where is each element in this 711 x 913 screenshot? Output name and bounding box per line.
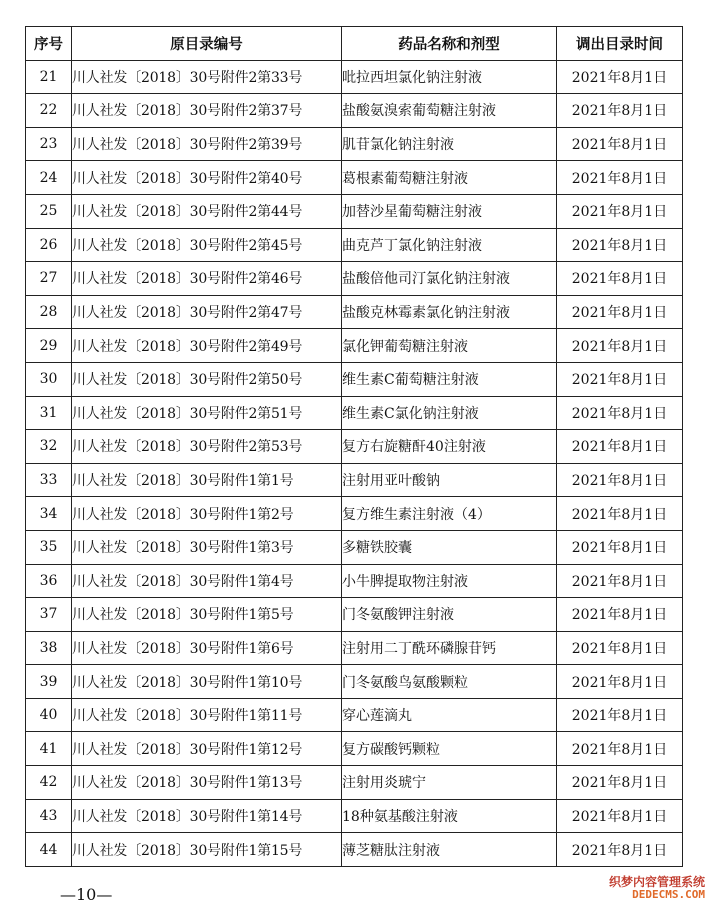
catalog-code-cell: 川人社发〔2018〕30号附件2第37号 [72, 94, 342, 128]
catalog-code-cell: 川人社发〔2018〕30号附件1第2号 [72, 497, 342, 531]
table-row [26, 463, 683, 497]
catalog-code-cell: 川人社发〔2018〕30号附件1第14号 [72, 799, 342, 833]
removal-date-cell: 2021年8月1日 [557, 665, 683, 699]
removal-date-cell: 2021年8月1日 [557, 564, 683, 598]
serial-cell: 30 [26, 362, 72, 396]
table-row [26, 631, 683, 665]
serial-cell: 41 [26, 732, 72, 766]
catalog-code-cell: 川人社发〔2018〕30号附件1第1号 [72, 463, 342, 497]
watermark-line1: 织梦内容管理系统 [608, 875, 705, 889]
drug-name-cell: 注射用炎琥宁 [342, 766, 557, 800]
table-row [26, 127, 683, 161]
serial-cell: 39 [26, 665, 72, 699]
removal-date-cell: 2021年8月1日 [557, 698, 683, 732]
drug-name-cell: 盐酸克林霉素氯化钠注射液 [342, 295, 557, 329]
catalog-code-cell: 川人社发〔2018〕30号附件2第44号 [72, 194, 342, 228]
removal-date-cell: 2021年8月1日 [557, 60, 683, 94]
table-row [26, 430, 683, 464]
drug-name-cell: 注射用亚叶酸钠 [342, 463, 557, 497]
table-row [26, 598, 683, 632]
drug-name-cell: 氯化钾葡萄糖注射液 [342, 329, 557, 363]
drug-name-cell: 复方碳酸钙颗粒 [342, 732, 557, 766]
catalog-code-cell: 川人社发〔2018〕30号附件2第33号 [72, 60, 342, 94]
serial-cell: 25 [26, 194, 72, 228]
table-row [26, 295, 683, 329]
serial-cell: 27 [26, 262, 72, 296]
table-row [26, 228, 683, 262]
catalog-code-cell: 川人社发〔2018〕30号附件1第4号 [72, 564, 342, 598]
table-row [26, 362, 683, 396]
catalog-code-cell: 川人社发〔2018〕30号附件1第6号 [72, 631, 342, 665]
serial-cell: 37 [26, 598, 72, 632]
catalog-code-cell: 川人社发〔2018〕30号附件1第3号 [72, 530, 342, 564]
table-header-row [26, 27, 683, 61]
drug-name-cell: 维生素C葡萄糖注射液 [342, 362, 557, 396]
catalog-code-cell: 川人社发〔2018〕30号附件2第39号 [72, 127, 342, 161]
removal-date-cell: 2021年8月1日 [557, 766, 683, 800]
table-row [26, 60, 683, 94]
serial-cell: 35 [26, 530, 72, 564]
removal-date-cell: 2021年8月1日 [557, 362, 683, 396]
catalog-code-cell: 川人社发〔2018〕30号附件1第12号 [72, 732, 342, 766]
removal-date-cell: 2021年8月1日 [557, 463, 683, 497]
table-row [26, 799, 683, 833]
serial-cell: 28 [26, 295, 72, 329]
drug-name-cell: 维生素C氯化钠注射液 [342, 396, 557, 430]
removal-date-cell: 2021年8月1日 [557, 161, 683, 195]
drug-name-cell: 注射用二丁酰环磷腺苷钙 [342, 631, 557, 665]
serial-cell: 22 [26, 94, 72, 128]
catalog-code-cell: 川人社发〔2018〕30号附件1第13号 [72, 766, 342, 800]
table-row [26, 564, 683, 598]
table-row [26, 161, 683, 195]
removal-date-cell: 2021年8月1日 [557, 598, 683, 632]
serial-cell: 40 [26, 698, 72, 732]
serial-cell: 31 [26, 396, 72, 430]
drug-name-cell: 18种氨基酸注射液 [342, 799, 557, 833]
catalog-code-cell: 川人社发〔2018〕30号附件1第15号 [72, 833, 342, 867]
drug-name-cell: 小牛脾提取物注射液 [342, 564, 557, 598]
serial-cell: 29 [26, 329, 72, 363]
table-row [26, 833, 683, 867]
drug-removal-table [25, 26, 683, 867]
drug-name-cell: 门冬氨酸钾注射液 [342, 598, 557, 632]
drug-name-cell: 门冬氨酸鸟氨酸颗粒 [342, 665, 557, 699]
removal-date-cell: 2021年8月1日 [557, 228, 683, 262]
serial-cell: 36 [26, 564, 72, 598]
serial-cell: 42 [26, 766, 72, 800]
serial-cell: 21 [26, 60, 72, 94]
removal-date-cell: 2021年8月1日 [557, 94, 683, 128]
serial-cell: 34 [26, 497, 72, 531]
drug-name-cell: 穿心莲滴丸 [342, 698, 557, 732]
removal-date-cell: 2021年8月1日 [557, 799, 683, 833]
catalog-code-cell: 川人社发〔2018〕30号附件1第5号 [72, 598, 342, 632]
header-catalog-code: 原目录编号 [72, 27, 342, 61]
removal-date-cell: 2021年8月1日 [557, 631, 683, 665]
table-row [26, 94, 683, 128]
catalog-code-cell: 川人社发〔2018〕30号附件2第40号 [72, 161, 342, 195]
removal-date-cell: 2021年8月1日 [557, 530, 683, 564]
drug-name-cell: 加替沙星葡萄糖注射液 [342, 194, 557, 228]
site-watermark [609, 876, 705, 901]
header-removal-date: 调出目录时间 [557, 27, 683, 61]
table-body [26, 60, 683, 866]
table-row [26, 194, 683, 228]
table-row [26, 766, 683, 800]
serial-cell: 44 [26, 833, 72, 867]
drug-name-cell: 肌苷氯化钠注射液 [342, 127, 557, 161]
page-number: —10— [60, 885, 113, 904]
drug-name-cell: 薄芝糖肽注射液 [342, 833, 557, 867]
catalog-code-cell: 川人社发〔2018〕30号附件2第47号 [72, 295, 342, 329]
table-row [26, 262, 683, 296]
catalog-code-cell: 川人社发〔2018〕30号附件1第10号 [72, 665, 342, 699]
removal-date-cell: 2021年8月1日 [557, 396, 683, 430]
serial-cell: 33 [26, 463, 72, 497]
removal-date-cell: 2021年8月1日 [557, 430, 683, 464]
catalog-code-cell: 川人社发〔2018〕30号附件2第53号 [72, 430, 342, 464]
serial-cell: 24 [26, 161, 72, 195]
removal-date-cell: 2021年8月1日 [557, 329, 683, 363]
drug-name-cell: 复方维生素注射液（4） [342, 497, 557, 531]
catalog-code-cell: 川人社发〔2018〕30号附件2第45号 [72, 228, 342, 262]
catalog-code-cell: 川人社发〔2018〕30号附件2第46号 [72, 262, 342, 296]
removal-date-cell: 2021年8月1日 [557, 833, 683, 867]
serial-cell: 26 [26, 228, 72, 262]
catalog-code-cell: 川人社发〔2018〕30号附件2第50号 [72, 362, 342, 396]
table-row [26, 698, 683, 732]
table-row [26, 530, 683, 564]
table-row [26, 396, 683, 430]
drug-name-cell: 曲克芦丁氯化钠注射液 [342, 228, 557, 262]
serial-cell: 32 [26, 430, 72, 464]
removal-date-cell: 2021年8月1日 [557, 127, 683, 161]
removal-date-cell: 2021年8月1日 [557, 732, 683, 766]
catalog-code-cell: 川人社发〔2018〕30号附件2第49号 [72, 329, 342, 363]
table-row [26, 665, 683, 699]
drug-name-cell: 盐酸氨溴索葡萄糖注射液 [342, 94, 557, 128]
removal-date-cell: 2021年8月1日 [557, 194, 683, 228]
watermark-line2: DEDECMS.COM [632, 888, 705, 902]
drug-name-cell: 盐酸倍他司汀氯化钠注射液 [342, 262, 557, 296]
header-drug-name: 药品名称和剂型 [342, 27, 557, 61]
drug-name-cell: 复方右旋糖酐40注射液 [342, 430, 557, 464]
header-serial: 序号 [26, 27, 72, 61]
catalog-code-cell: 川人社发〔2018〕30号附件1第11号 [72, 698, 342, 732]
table-row [26, 732, 683, 766]
table-row [26, 497, 683, 531]
table-row [26, 329, 683, 363]
removal-date-cell: 2021年8月1日 [557, 497, 683, 531]
drug-name-cell: 多糖铁胶囊 [342, 530, 557, 564]
serial-cell: 43 [26, 799, 72, 833]
serial-cell: 38 [26, 631, 72, 665]
serial-cell: 23 [26, 127, 72, 161]
catalog-code-cell: 川人社发〔2018〕30号附件2第51号 [72, 396, 342, 430]
drug-name-cell: 葛根素葡萄糖注射液 [342, 161, 557, 195]
removal-date-cell: 2021年8月1日 [557, 295, 683, 329]
drug-name-cell: 吡拉西坦氯化钠注射液 [342, 60, 557, 94]
removal-date-cell: 2021年8月1日 [557, 262, 683, 296]
